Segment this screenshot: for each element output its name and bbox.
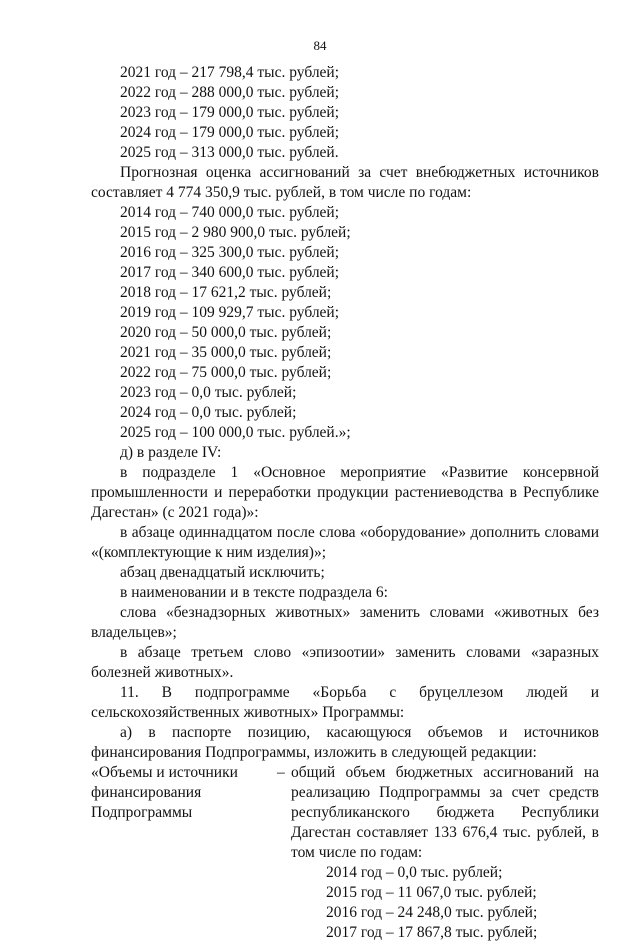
list-item: 2017 год – 340 600,0 тыс. рублей; <box>120 264 340 281</box>
republican-years-list <box>91 863 599 943</box>
list-item: 2023 год – 0,0 тыс. рублей; <box>120 384 297 401</box>
list-item: 2014 год – 740 000,0 тыс. рублей; <box>120 204 340 221</box>
list-item: 2021 год – 217 798,4 тыс. рублей; <box>120 64 340 81</box>
paragraph-section-4: д) в разделе IV: <box>120 444 222 461</box>
paragraph-passport: а) в паспорте позицию, касающуюся объемов и источников финансирования Подпрограммы, изложить в следующей редакции: <box>91 724 599 761</box>
list-item: 2017 год – 17 867,8 тыс. рублей; <box>326 924 538 941</box>
list-item: 2022 год – 288 000,0 тыс. рублей; <box>120 84 340 101</box>
paragraph-abzac-12: абзац двенадцатый исключить; <box>120 564 325 581</box>
paragraph-abzac-3: в абзаце третьем слово «эпизоотии» заменить словами «заразных болезней животных». <box>91 644 599 681</box>
list-item: 2022 год – 75 000,0 тыс. рублей; <box>120 364 332 381</box>
paragraph-forecast: Прогнозная оценка ассигнований за счет внебюджетных источников составляет 4 774 350,9 тыс. рублей, в том числе по годам: <box>91 164 599 201</box>
paragraph-subsection-6: в наименовании и в тексте подраздела 6: <box>120 584 388 601</box>
paragraph-subsection-1: в подразделе 1 «Основное мероприятие «Развитие консервной промышленности и переработки продукции растениеводства в Республике Дагестан» (с 2021 года)»: <box>91 464 599 521</box>
list-item: 2024 год – 0,0 тыс. рублей; <box>120 404 297 421</box>
list-item: 2021 год – 35 000,0 тыс. рублей; <box>120 344 332 361</box>
extrabudget-years-list <box>91 203 599 443</box>
passport-value: общий объем бюджетных ассигнований на реализацию Подпрограммы за счет средств республиканского бюджета Республики Дагестан составляет 133 676,4 тыс. рублей, в том числе по годам: <box>291 764 599 861</box>
list-item: 2024 год – 179 000,0 тыс. рублей; <box>120 124 340 141</box>
passport-label: «Объемы и источники финансирования Подпрограммы <box>91 764 238 821</box>
paragraph-abzac-11: в абзаце одиннадцатом после слова «оборудование» дополнить словами «(комплектующие к ним изделия)»; <box>91 524 599 561</box>
passport-table <box>91 763 599 863</box>
list-item: 2016 год – 24 248,0 тыс. рублей; <box>326 904 538 921</box>
list-item: 2016 год – 325 300,0 тыс. рублей; <box>120 244 340 261</box>
passport-dash: – <box>277 764 285 781</box>
list-item: 2025 год – 100 000,0 тыс. рублей.»; <box>120 424 351 441</box>
page-number: 84 <box>313 38 327 53</box>
list-item: 2020 год – 50 000,0 тыс. рублей; <box>120 324 332 341</box>
list-item: 2019 год – 109 929,7 тыс. рублей; <box>120 304 340 321</box>
budget-years-list <box>91 63 599 163</box>
document-body <box>91 63 599 943</box>
list-item: 2014 год – 0,0 тыс. рублей; <box>326 864 503 881</box>
list-item: 2025 год – 313 000,0 тыс. рублей. <box>120 144 339 161</box>
paragraph-item-11: 11. В подпрограмме «Борьба с бруцеллезом людей и сельскохозяйственных животных» Программы: <box>91 684 599 721</box>
list-item: 2023 год – 179 000,0 тыс. рублей; <box>120 104 340 121</box>
paragraph-words-replace: слова «безнадзорных животных» заменить словами «животных без владельцев»; <box>91 604 599 641</box>
list-item: 2018 год – 17 621,2 тыс. рублей; <box>120 284 332 301</box>
list-item: 2015 год – 2 980 900,0 тыс. рублей; <box>120 224 351 241</box>
list-item: 2015 год – 11 067,0 тыс. рублей; <box>326 884 537 901</box>
